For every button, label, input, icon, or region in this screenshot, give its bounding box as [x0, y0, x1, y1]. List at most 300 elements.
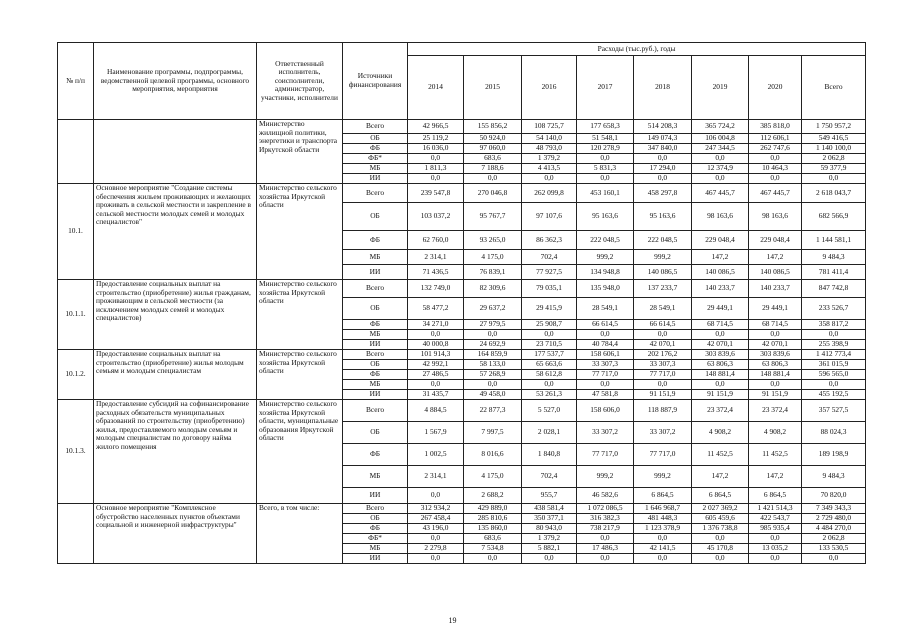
total-value: 88 024,3 [802, 422, 866, 444]
year-value: 2 279,8 [408, 544, 464, 554]
table-body [58, 120, 866, 564]
year-value: 262 747,6 [749, 144, 802, 154]
funding-source: МБ [343, 544, 408, 554]
year-value: 0,0 [522, 380, 577, 390]
year-value: 103 037,2 [408, 203, 464, 231]
year-value: 42 966,5 [408, 120, 464, 134]
year-value: 140 086,5 [749, 265, 802, 280]
year-value: 22 877,3 [464, 400, 522, 422]
year-value: 0,0 [634, 330, 692, 340]
funding-source: ОБ [343, 422, 408, 444]
year-value: 0,0 [577, 330, 634, 340]
year-value: 158 606,0 [577, 400, 634, 422]
year-value: 1 123 378,9 [634, 524, 692, 534]
year-value: 132 749,0 [408, 280, 464, 298]
year-value: 0,0 [634, 380, 692, 390]
funding-source: Всего [343, 280, 408, 298]
year-value: 0,0 [692, 380, 749, 390]
year-value: 1 002,5 [408, 444, 464, 466]
year-value: 23 372,4 [692, 400, 749, 422]
year-value: 28 549,1 [577, 298, 634, 320]
total-value: 847 742,8 [802, 280, 866, 298]
year-value: 28 549,1 [634, 298, 692, 320]
year-value: 6 864,5 [749, 488, 802, 504]
year-value: 11 452,5 [749, 444, 802, 466]
year-value: 177 537,7 [522, 350, 577, 360]
year-value: 0,0 [577, 554, 634, 564]
funding-source: Всего [343, 120, 408, 134]
year-value: 2 028,1 [522, 422, 577, 444]
year-value: 453 160,1 [577, 184, 634, 203]
funding-source: ИИ [343, 340, 408, 350]
measure-name: Основное мероприятие "Комплексное обустройство населенных пунктов объектами социальной и инженерной инфраструктуры" [94, 504, 257, 564]
total-value: 2 062,8 [802, 154, 866, 164]
year-value: 999,2 [634, 466, 692, 488]
year-value: 147,2 [749, 250, 802, 265]
header-year: 2014 [408, 56, 464, 120]
year-value: 58 477,2 [408, 298, 464, 320]
year-value: 0,0 [634, 174, 692, 184]
page-number: 19 [448, 616, 457, 625]
year-value: 5 527,0 [522, 400, 577, 422]
year-value: 149 074,3 [634, 134, 692, 144]
year-value: 0,0 [408, 174, 464, 184]
year-value: 0,0 [749, 330, 802, 340]
year-value: 40 784,4 [577, 340, 634, 350]
year-value: 229 048,4 [749, 231, 802, 250]
year-value: 422 543,7 [749, 514, 802, 524]
table-row [58, 400, 866, 422]
year-value: 702,4 [522, 250, 577, 265]
year-value: 0,0 [692, 154, 749, 164]
table-row [58, 120, 866, 134]
year-value: 101 914,3 [408, 350, 464, 360]
year-value: 42 992,1 [408, 360, 464, 370]
year-value: 1 840,8 [522, 444, 577, 466]
year-value: 27 979,5 [464, 320, 522, 330]
year-value: 4 884,5 [408, 400, 464, 422]
year-value: 95 767,7 [464, 203, 522, 231]
year-value: 202 176,2 [634, 350, 692, 360]
year-value: 4 175,0 [464, 250, 522, 265]
year-value: 1 646 968,7 [634, 504, 692, 514]
year-value: 0,0 [577, 380, 634, 390]
year-value: 57 268,9 [464, 370, 522, 380]
total-value: 189 198,9 [802, 444, 866, 466]
year-value: 98 163,6 [692, 203, 749, 231]
header-year: 2016 [522, 56, 577, 120]
year-value: 140 233,7 [749, 280, 802, 298]
measure-name: Предоставление социальных выплат на строительство (приобретение) жилья гражданам, проживающим в сельской местности (за исключением молодых семей и молодых специалистов) [94, 280, 257, 350]
year-value: 0,0 [749, 154, 802, 164]
year-value: 91 151,9 [749, 390, 802, 400]
funding-source: ФБ [343, 370, 408, 380]
year-value: 262 099,8 [522, 184, 577, 203]
year-value: 106 004,8 [692, 134, 749, 144]
year-value: 0,0 [408, 534, 464, 544]
total-value: 9 484,3 [802, 250, 866, 265]
year-value: 177 658,3 [577, 120, 634, 134]
year-value: 0,0 [749, 534, 802, 544]
year-value: 95 163,6 [634, 203, 692, 231]
year-value: 999,2 [577, 466, 634, 488]
year-value: 12 374,9 [692, 164, 749, 174]
year-value: 605 459,6 [692, 514, 749, 524]
total-value: 361 015,9 [802, 360, 866, 370]
year-value: 0,0 [692, 174, 749, 184]
year-value: 7 188,6 [464, 164, 522, 174]
total-value: 2 062,8 [802, 534, 866, 544]
responsible-executor: Министерство сельского хозяйства Иркутской области [257, 280, 343, 350]
total-value: 0,0 [802, 380, 866, 390]
funding-source: ОБ [343, 360, 408, 370]
year-value: 93 265,0 [464, 231, 522, 250]
year-value: 40 000,8 [408, 340, 464, 350]
header-year: 2018 [634, 56, 692, 120]
year-value: 29 415,9 [522, 298, 577, 320]
year-value: 148 881,4 [749, 370, 802, 380]
year-value: 25 908,7 [522, 320, 577, 330]
year-value: 29 449,1 [749, 298, 802, 320]
year-value: 0,0 [522, 330, 577, 340]
total-value: 255 398,9 [802, 340, 866, 350]
year-value: 5 882,1 [522, 544, 577, 554]
year-value: 91 151,9 [634, 390, 692, 400]
year-value: 77 717,0 [577, 370, 634, 380]
year-value: 135 860,0 [464, 524, 522, 534]
year-value: 79 035,1 [522, 280, 577, 298]
year-value: 955,7 [522, 488, 577, 504]
total-value: 358 817,2 [802, 320, 866, 330]
year-value: 514 208,3 [634, 120, 692, 134]
year-value: 0,0 [634, 554, 692, 564]
funding-source: ФБ [343, 524, 408, 534]
financing-table [57, 42, 866, 564]
header-source: Источники финансирования [343, 43, 408, 120]
year-value: 239 547,8 [408, 184, 464, 203]
year-value: 31 435,7 [408, 390, 464, 400]
year-value: 29 637,2 [464, 298, 522, 320]
year-value: 51 548,1 [577, 134, 634, 144]
year-value: 350 377,1 [522, 514, 577, 524]
year-value: 33 307,3 [634, 360, 692, 370]
year-value: 82 309,6 [464, 280, 522, 298]
year-value: 112 606,1 [749, 134, 802, 144]
year-value: 6 864,5 [634, 488, 692, 504]
year-value: 999,2 [577, 250, 634, 265]
year-value: 33 307,2 [577, 422, 634, 444]
funding-source: ИИ [343, 554, 408, 564]
year-value: 312 934,2 [408, 504, 464, 514]
year-value: 62 760,0 [408, 231, 464, 250]
funding-source: ФБ [343, 320, 408, 330]
total-value: 1 144 581,1 [802, 231, 866, 250]
year-value: 71 436,5 [408, 265, 464, 280]
year-value: 347 840,0 [634, 144, 692, 154]
year-value: 438 581,4 [522, 504, 577, 514]
year-value: 66 614,5 [634, 320, 692, 330]
year-value: 270 046,8 [464, 184, 522, 203]
year-value: 80 943,0 [522, 524, 577, 534]
funding-source: ИИ [343, 174, 408, 184]
year-value: 1 379,2 [522, 534, 577, 544]
table-row [58, 350, 866, 360]
year-value: 1 072 086,5 [577, 504, 634, 514]
year-value: 45 170,8 [692, 544, 749, 554]
year-value: 247 344,5 [692, 144, 749, 154]
header-total: Всего [802, 56, 866, 120]
total-value: 0,0 [802, 174, 866, 184]
year-value: 683,6 [464, 534, 522, 544]
year-value: 467 445,7 [749, 184, 802, 203]
funding-source: МБ [343, 330, 408, 340]
funding-source: ФБ* [343, 534, 408, 544]
year-value: 140 233,7 [692, 280, 749, 298]
funding-source: Всего [343, 400, 408, 422]
year-value: 53 261,3 [522, 390, 577, 400]
year-value: 4 908,2 [692, 422, 749, 444]
table-row [58, 280, 866, 298]
year-value: 98 163,6 [749, 203, 802, 231]
year-value: 77 717,0 [634, 370, 692, 380]
measure-name: Основное мероприятие "Создание системы обеспечения жильем проживающих и желающих проживать в сельской местности и закрепление в сельской местности молодых семей и молодых специалистов" [94, 184, 257, 280]
year-value: 683,6 [464, 154, 522, 164]
table-row [58, 504, 866, 514]
year-value: 0,0 [577, 534, 634, 544]
year-value: 0,0 [408, 330, 464, 340]
year-value: 0,0 [522, 174, 577, 184]
year-value: 42 070,1 [749, 340, 802, 350]
year-value: 33 307,3 [577, 360, 634, 370]
year-value: 1 376 738,8 [692, 524, 749, 534]
total-value: 7 349 343,3 [802, 504, 866, 514]
year-value: 2 314,1 [408, 466, 464, 488]
row-number [58, 504, 94, 564]
year-value: 134 948,8 [577, 265, 634, 280]
year-value: 147,2 [692, 466, 749, 488]
year-value: 7 997,5 [464, 422, 522, 444]
header-expenses: Расходы (тыс.руб.), годы [408, 43, 866, 56]
funding-source: МБ [343, 164, 408, 174]
total-value: 549 416,5 [802, 134, 866, 144]
year-value: 91 151,9 [692, 390, 749, 400]
funding-source: ОБ [343, 134, 408, 144]
total-value: 0,0 [802, 330, 866, 340]
year-value: 29 449,1 [692, 298, 749, 320]
year-value: 702,4 [522, 466, 577, 488]
funding-source: ФБ* [343, 154, 408, 164]
total-value: 0,0 [802, 554, 866, 564]
total-value: 682 566,9 [802, 203, 866, 231]
year-value: 50 924,0 [464, 134, 522, 144]
total-value: 1 750 957,2 [802, 120, 866, 134]
responsible-executor: Министерство сельского хозяйства Иркутской области [257, 350, 343, 400]
year-value: 16 036,0 [408, 144, 464, 154]
total-value: 2 618 043,7 [802, 184, 866, 203]
year-value: 77 717,0 [577, 444, 634, 466]
year-value: 8 016,6 [464, 444, 522, 466]
year-value: 1 421 514,3 [749, 504, 802, 514]
year-value: 48 793,0 [522, 144, 577, 154]
year-value: 0,0 [692, 330, 749, 340]
header-name: Наименование программы, подпрограммы, ведомственной целевой программы, основного мероприятия, мероприятия [94, 43, 257, 120]
measure-name [94, 120, 257, 184]
year-value: 229 048,4 [692, 231, 749, 250]
year-value: 86 362,3 [522, 231, 577, 250]
year-value: 63 806,3 [692, 360, 749, 370]
year-value: 999,2 [634, 250, 692, 265]
total-value: 1 140 100,0 [802, 144, 866, 154]
year-value: 385 818,0 [749, 120, 802, 134]
year-value: 0,0 [577, 154, 634, 164]
year-value: 63 806,3 [749, 360, 802, 370]
year-value: 27 486,5 [408, 370, 464, 380]
funding-source: ФБ [343, 444, 408, 466]
header-year: 2015 [464, 56, 522, 120]
year-value: 5 831,3 [577, 164, 634, 174]
year-value: 77 927,5 [522, 265, 577, 280]
year-value: 77 717,0 [634, 444, 692, 466]
funding-source: ОБ [343, 514, 408, 524]
year-value: 303 839,6 [692, 350, 749, 360]
funding-source: МБ [343, 380, 408, 390]
row-number [58, 120, 94, 184]
year-value: 42 141,5 [634, 544, 692, 554]
year-value: 23 372,4 [749, 400, 802, 422]
year-value: 222 048,5 [634, 231, 692, 250]
year-value: 25 119,2 [408, 134, 464, 144]
year-value: 0,0 [749, 174, 802, 184]
year-value: 46 582,6 [577, 488, 634, 504]
year-value: 429 889,0 [464, 504, 522, 514]
year-value: 316 382,3 [577, 514, 634, 524]
year-value: 0,0 [634, 534, 692, 544]
year-value: 164 859,9 [464, 350, 522, 360]
responsible-executor: Министерство сельского хозяйства Иркутской области [257, 184, 343, 280]
year-value: 0,0 [464, 380, 522, 390]
year-value: 158 606,1 [577, 350, 634, 360]
year-value: 17 486,3 [577, 544, 634, 554]
year-value: 738 217,9 [577, 524, 634, 534]
year-value: 0,0 [408, 554, 464, 564]
table-row [58, 184, 866, 203]
year-value: 1 379,2 [522, 154, 577, 164]
year-value: 267 458,4 [408, 514, 464, 524]
total-value: 4 484 270,0 [802, 524, 866, 534]
year-value: 1 567,9 [408, 422, 464, 444]
year-value: 42 070,1 [634, 340, 692, 350]
year-value: 0,0 [464, 554, 522, 564]
header-responsible: Ответственный исполнитель, соисполнители, администратор, участники, исполнители [257, 43, 343, 120]
year-value: 47 581,8 [577, 390, 634, 400]
funding-source: Всего [343, 184, 408, 203]
total-value: 9 484,3 [802, 466, 866, 488]
year-value: 34 271,0 [408, 320, 464, 330]
year-value: 0,0 [749, 554, 802, 564]
year-value: 4 413,5 [522, 164, 577, 174]
year-value: 13 035,2 [749, 544, 802, 554]
year-value: 0,0 [464, 330, 522, 340]
year-value: 2 027 369,2 [692, 504, 749, 514]
total-value: 70 820,0 [802, 488, 866, 504]
year-value: 985 935,4 [749, 524, 802, 534]
year-value: 0,0 [692, 554, 749, 564]
year-value: 4 175,0 [464, 466, 522, 488]
year-value: 0,0 [408, 154, 464, 164]
header-num: № п/п [58, 43, 94, 120]
funding-source: МБ [343, 250, 408, 265]
total-value: 781 411,4 [802, 265, 866, 280]
funding-source: ИИ [343, 265, 408, 280]
row-number: 10.1. [58, 184, 94, 280]
year-value: 0,0 [577, 174, 634, 184]
year-value: 0,0 [408, 380, 464, 390]
funding-source: Всего [343, 504, 408, 514]
year-value: 24 692,9 [464, 340, 522, 350]
total-value: 596 565,0 [802, 370, 866, 380]
year-value: 285 810,6 [464, 514, 522, 524]
year-value: 68 714,5 [692, 320, 749, 330]
year-value: 458 297,8 [634, 184, 692, 203]
year-value: 0,0 [408, 488, 464, 504]
year-value: 95 163,6 [577, 203, 634, 231]
row-number: 10.1.3. [58, 400, 94, 504]
year-value: 108 725,7 [522, 120, 577, 134]
year-value: 43 196,0 [408, 524, 464, 534]
year-value: 97 107,6 [522, 203, 577, 231]
year-value: 140 086,5 [692, 265, 749, 280]
year-value: 6 864,5 [692, 488, 749, 504]
year-value: 0,0 [692, 534, 749, 544]
year-value: 467 445,7 [692, 184, 749, 203]
total-value: 2 729 480,0 [802, 514, 866, 524]
year-value: 23 710,5 [522, 340, 577, 350]
responsible-executor: Министерство сельского хозяйства Иркутской области, муниципальные образования Иркутской области [257, 400, 343, 504]
year-value: 58 133,0 [464, 360, 522, 370]
year-value: 66 614,5 [577, 320, 634, 330]
year-value: 481 448,3 [634, 514, 692, 524]
year-value: 97 060,0 [464, 144, 522, 154]
funding-source: МБ [343, 466, 408, 488]
year-value: 120 278,9 [577, 144, 634, 154]
year-value: 0,0 [522, 554, 577, 564]
year-value: 2 688,2 [464, 488, 522, 504]
funding-source: ФБ [343, 144, 408, 154]
total-value: 133 530,5 [802, 544, 866, 554]
year-value: 137 233,7 [634, 280, 692, 298]
measure-name: Предоставление субсидий на софинансирование расходных обязательств муниципальных образований по строительству (приобретению) жилья, предоставляемого молодым семьям и молодым специалистам по договору найма жилого помещения [94, 400, 257, 504]
year-value: 135 948,0 [577, 280, 634, 298]
funding-source: ФБ [343, 231, 408, 250]
responsible-executor: Министерство жилищной политики, энергетики и транспорта Иркутской области [257, 120, 343, 184]
total-value: 455 192,5 [802, 390, 866, 400]
funding-source: ИИ [343, 488, 408, 504]
year-value: 118 887,9 [634, 400, 692, 422]
total-value: 357 527,5 [802, 400, 866, 422]
year-value: 147,2 [749, 466, 802, 488]
year-value: 0,0 [464, 174, 522, 184]
total-value: 1 412 773,4 [802, 350, 866, 360]
year-value: 33 307,2 [634, 422, 692, 444]
year-value: 148 881,4 [692, 370, 749, 380]
year-value: 1 811,3 [408, 164, 464, 174]
year-value: 2 314,1 [408, 250, 464, 265]
funding-source: ОБ [343, 203, 408, 231]
year-value: 222 048,5 [577, 231, 634, 250]
header-year: 2017 [577, 56, 634, 120]
year-value: 140 086,5 [634, 265, 692, 280]
funding-source: ОБ [343, 298, 408, 320]
